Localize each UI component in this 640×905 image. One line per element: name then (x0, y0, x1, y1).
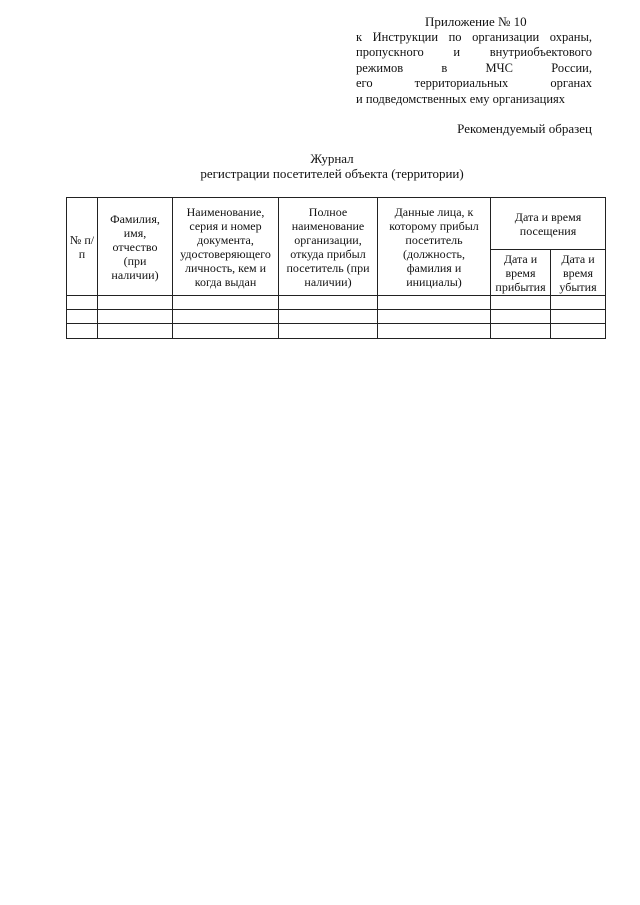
table-cell (551, 296, 606, 310)
appendix-title: Приложение № 10 (425, 14, 527, 29)
table-cell (491, 310, 551, 324)
table-cell (98, 296, 173, 310)
table-cell (378, 296, 491, 310)
header-number: № п/п (67, 198, 98, 296)
table-cell (378, 310, 491, 324)
journal-subtitle: регистрации посетителей объекта (территории) (200, 166, 464, 181)
header-arrival: Дата и время прибытия (491, 250, 551, 296)
table-cell (173, 296, 279, 310)
table-cell (67, 310, 98, 324)
table-row (67, 310, 606, 324)
table-row (67, 324, 606, 339)
table-cell (551, 324, 606, 339)
table-row (67, 296, 606, 310)
appendix-line: его территориальных органах (356, 76, 592, 91)
header-document: Наименование, серия и номер документа, удостоверяющего личность, кем и когда выдан (173, 198, 279, 296)
header-organization: Полное наименование организации, откуда прибыл посетитель (при наличии) (279, 198, 378, 296)
table-cell (67, 296, 98, 310)
journal-title: Журнал (310, 151, 354, 166)
header-host: Данные лица, к которому прибыл посетитель (должность, фамилия и инициалы) (378, 198, 491, 296)
table-cell (173, 310, 279, 324)
table-cell (378, 324, 491, 339)
appendix-line: к Инструкции по организации охраны, (356, 30, 592, 44)
visitor-register-table (66, 197, 606, 339)
table-cell (98, 310, 173, 324)
header-name: Фамилия, имя, отчество (при наличии) (98, 198, 173, 296)
table-cell (98, 324, 173, 339)
sample-note: Рекомендуемый образец (457, 121, 592, 136)
table-cell (279, 324, 378, 339)
appendix-line: режимов в МЧС России, (356, 60, 592, 75)
table-cell (173, 324, 279, 339)
header-visit: Дата и время посещения (491, 198, 606, 250)
header-departure: Дата и время убытия (551, 250, 606, 296)
table-cell (491, 324, 551, 339)
table-cell (279, 310, 378, 324)
table-cell (551, 310, 606, 324)
appendix-line: пропускного и внутриобъектового (356, 45, 592, 60)
appendix-line: и подведомственных ему организациях (356, 91, 566, 106)
appendix-text (356, 30, 592, 107)
table-cell (491, 296, 551, 310)
table-cell (279, 296, 378, 310)
journal-heading (0, 151, 640, 181)
table-header-row (67, 198, 606, 250)
table-cell (67, 324, 98, 339)
